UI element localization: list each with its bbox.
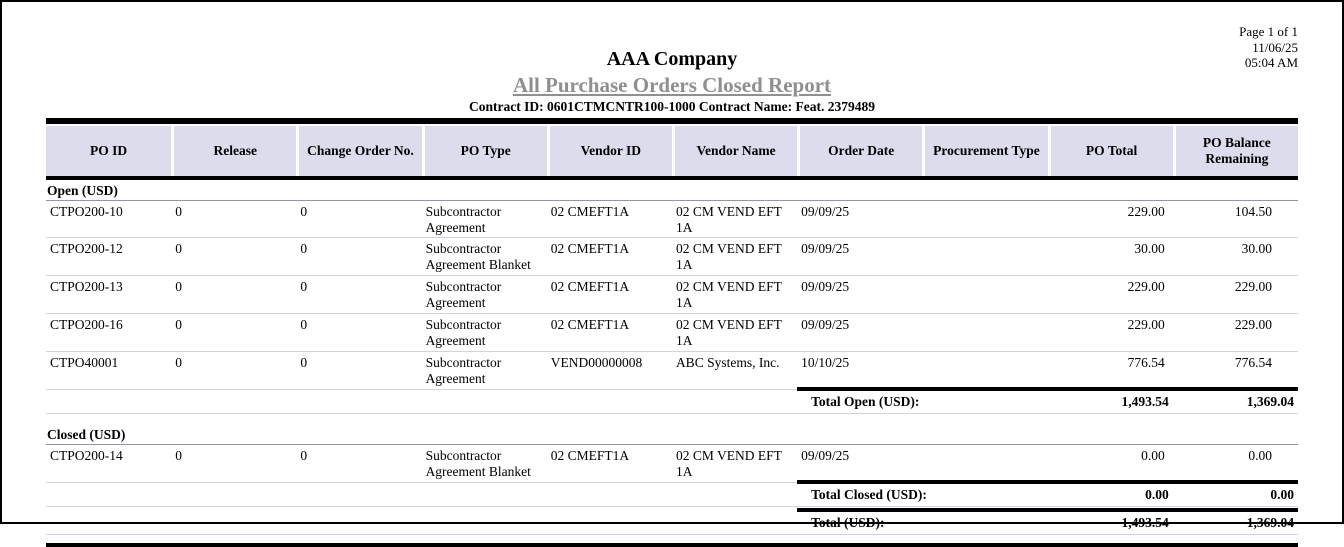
report-title: All Purchase Orders Closed Report: [512, 73, 832, 97]
cell-po-total: 0.00: [1048, 444, 1173, 482]
column-header-label: PO Total: [1051, 126, 1173, 176]
cell-procurement-type: [922, 314, 1047, 352]
purchase-orders-table: [46, 126, 1298, 535]
column-header-label: Order Date: [800, 126, 922, 176]
total-open-row: [46, 389, 1298, 414]
cell-po-type: Subcontractor Agreement Blanket: [422, 444, 547, 482]
column-header-release: [171, 126, 296, 178]
column-header-label: Vendor ID: [550, 126, 672, 176]
column-header-procurement-type: [922, 126, 1047, 178]
cell-po-total: 776.54: [1048, 351, 1173, 389]
column-header-label: Release: [174, 126, 296, 176]
column-header-label: PO Type: [425, 126, 547, 176]
cell-release: 0: [171, 200, 296, 238]
total-row-spacer: [46, 389, 797, 414]
page-info: [1239, 24, 1298, 71]
section-header-row-open: [46, 178, 1298, 201]
column-header-po-balance-remaining: [1173, 126, 1298, 178]
cell-order-date: 09/09/25: [797, 444, 922, 482]
section-label: Closed (USD): [46, 424, 1298, 445]
table-row: [46, 314, 1298, 352]
cell-po-balance-remaining: 229.00: [1173, 314, 1298, 352]
column-header-label: PO ID: [46, 126, 171, 176]
cell-po-total: 229.00: [1048, 314, 1173, 352]
cell-po-balance-remaining: 30.00: [1173, 238, 1298, 276]
header-divider-rule: [46, 118, 1298, 124]
cell-po-total: 30.00: [1048, 238, 1173, 276]
table-row: [46, 276, 1298, 314]
grand-total-po-balance: 1,369.04: [1173, 510, 1298, 535]
cell-procurement-type: [922, 444, 1047, 482]
contract-line: Contract ID: 0601CTMCNTR100-1000 Contract Name: Feat. 2379489: [468, 99, 876, 115]
total-open-po-balance: 1,369.04: [1173, 389, 1298, 414]
cell-order-date: 09/09/25: [797, 238, 922, 276]
cell-vendor-name: ABC Systems, Inc.: [672, 351, 797, 389]
cell-po-type: Subcontractor Agreement: [422, 200, 547, 238]
cell-po-id: CTPO200-13: [46, 276, 171, 314]
table-header: [46, 126, 1298, 178]
column-header-change-order-no: [296, 126, 421, 178]
cell-po-type: Subcontractor Agreement Blanket: [422, 238, 547, 276]
cell-vendor-id: 02 CMEFT1A: [547, 200, 672, 238]
table-row: [46, 238, 1298, 276]
total-closed-row: [46, 482, 1298, 507]
cell-change-order-no: 0: [296, 200, 421, 238]
total-open-po-total: 1,493.54: [1048, 389, 1173, 414]
report-page: [2, 2, 1342, 547]
cell-change-order-no: 0: [296, 238, 421, 276]
total-closed-po-total: 0.00: [1048, 482, 1173, 507]
table-row: [46, 200, 1298, 238]
cell-po-id: CTPO200-14: [46, 444, 171, 482]
cell-po-id: CTPO200-10: [46, 200, 171, 238]
cell-release: 0: [171, 314, 296, 352]
cell-vendor-id: 02 CMEFT1A: [547, 314, 672, 352]
cell-procurement-type: [922, 200, 1047, 238]
cell-release: 0: [171, 276, 296, 314]
cell-vendor-name: 02 CM VEND EFT 1A: [672, 314, 797, 352]
cell-po-balance-remaining: 0.00: [1173, 444, 1298, 482]
table-row: [46, 444, 1298, 482]
column-header-label: Change Order No.: [299, 126, 421, 176]
table-header-row: [46, 126, 1298, 178]
report-date: 11/06/25: [1252, 39, 1298, 55]
cell-po-id: CTPO200-16: [46, 314, 171, 352]
cell-change-order-no: 0: [296, 444, 421, 482]
section-header-row-closed: [46, 424, 1298, 445]
column-header-po-type: [422, 126, 547, 178]
cell-change-order-no: 0: [296, 276, 421, 314]
cell-vendor-id: VEND00000008: [547, 351, 672, 389]
cell-release: 0: [171, 238, 296, 276]
cell-po-balance-remaining: 776.54: [1173, 351, 1298, 389]
cell-vendor-name: 02 CM VEND EFT 1A: [672, 444, 797, 482]
column-header-vendor-id: [547, 126, 672, 178]
cell-order-date: 09/09/25: [797, 276, 922, 314]
cell-po-total: 229.00: [1048, 200, 1173, 238]
total-row-spacer: [46, 482, 797, 507]
column-header-label: PO Balance Remaining: [1176, 126, 1298, 176]
cell-vendor-name: 02 CM VEND EFT 1A: [672, 238, 797, 276]
cell-po-type: Subcontractor Agreement: [422, 314, 547, 352]
section-label: Open (USD): [46, 178, 1298, 201]
total-row-spacer: [46, 510, 797, 535]
table-row: [46, 351, 1298, 389]
column-header-vendor-name: [672, 126, 797, 178]
report-bottom-rule: [46, 543, 1298, 547]
grand-total-row: [46, 510, 1298, 535]
cell-procurement-type: [922, 276, 1047, 314]
grand-total-label: Total (USD):: [797, 510, 1047, 535]
cell-vendor-name: 02 CM VEND EFT 1A: [672, 276, 797, 314]
column-header-po-total: [1048, 126, 1173, 178]
cell-vendor-id: 02 CMEFT1A: [547, 276, 672, 314]
column-header-label: Procurement Type: [925, 126, 1047, 176]
report-header: [46, 2, 1298, 115]
cell-order-date: 09/09/25: [797, 314, 922, 352]
cell-po-balance-remaining: 104.50: [1173, 200, 1298, 238]
cell-order-date: 09/09/25: [797, 200, 922, 238]
cell-po-balance-remaining: 229.00: [1173, 276, 1298, 314]
total-open-label: Total Open (USD):: [797, 389, 1047, 414]
cell-po-id: CTPO40001: [46, 351, 171, 389]
cell-change-order-no: 0: [296, 314, 421, 352]
cell-po-type: Subcontractor Agreement: [422, 276, 547, 314]
cell-release: 0: [171, 351, 296, 389]
cell-vendor-name: 02 CM VEND EFT 1A: [672, 200, 797, 238]
total-closed-label: Total Closed (USD):: [797, 482, 1047, 507]
cell-procurement-type: [922, 238, 1047, 276]
page-number: Page 1 of 1: [1239, 24, 1298, 39]
cell-change-order-no: 0: [296, 351, 421, 389]
column-header-po-id: [46, 126, 171, 178]
cell-vendor-id: 02 CMEFT1A: [547, 238, 672, 276]
cell-order-date: 10/10/25: [797, 351, 922, 389]
column-header-label: Vendor Name: [675, 126, 797, 176]
total-closed-po-balance: 0.00: [1173, 482, 1298, 507]
spacer-row: [46, 414, 1298, 424]
column-header-order-date: [797, 126, 922, 178]
cell-procurement-type: [922, 351, 1047, 389]
cell-vendor-id: 02 CMEFT1A: [547, 444, 672, 482]
report-time: 05:04 AM: [1244, 55, 1298, 71]
cell-release: 0: [171, 444, 296, 482]
cell-po-type: Subcontractor Agreement: [422, 351, 547, 389]
grand-total-po-total: 1,493.54: [1048, 510, 1173, 535]
company-name: AAA Company: [606, 48, 738, 70]
cell-po-total: 229.00: [1048, 276, 1173, 314]
cell-po-id: CTPO200-12: [46, 238, 171, 276]
